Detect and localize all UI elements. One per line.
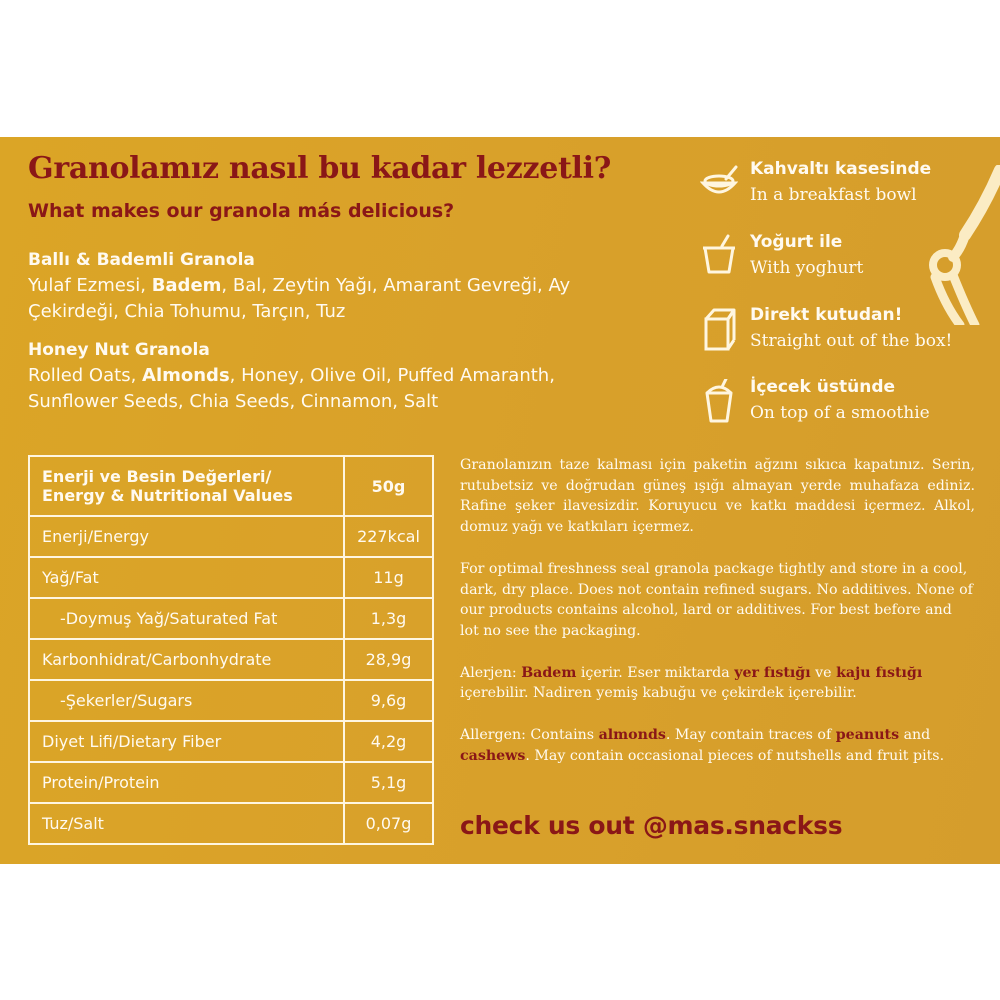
page-subtitle: What makes our granola más delicious? [28, 200, 455, 222]
note-text: Allergen: Contains [460, 727, 599, 744]
allergen-note-en [460, 725, 975, 766]
row-value: 9,6g [344, 680, 433, 721]
row-value: 4,2g [344, 721, 433, 762]
box-icon [700, 307, 738, 351]
header-line-2: Energy & Nutritional Values [42, 486, 293, 505]
hand-gesture-icon [905, 165, 1000, 325]
row-label: Tuz/Salt [29, 803, 344, 844]
row-label: Karbonhidrat/Carbonhydrate [29, 639, 344, 680]
note-text: ve [810, 664, 837, 681]
storage-allergen-notes [460, 455, 975, 787]
row-value: 11g [344, 557, 433, 598]
allergen-highlight: cashews [460, 747, 526, 764]
header-line-1: Enerji ve Besin Değerleri/ [42, 467, 272, 486]
ingredients-tr [28, 247, 570, 325]
table-row [29, 639, 433, 680]
table-header-value: 50g [344, 456, 433, 516]
row-label: Protein/Protein [29, 762, 344, 803]
table-header-label [29, 456, 344, 516]
ingredients-en-line1 [28, 363, 555, 389]
note-text: içerir. Eser miktarda [576, 664, 735, 681]
row-value: 0,07g [344, 803, 433, 844]
allergen-highlight: almonds [598, 727, 666, 744]
usage-title: Direkt kutudan! [750, 305, 903, 325]
table-row [29, 762, 433, 803]
ingredients-highlight: Almonds [142, 365, 230, 386]
note-text: içerebilir. Nadiren yemiş kabuğu ve çekirdek içerebilir. [460, 685, 857, 702]
social-handle-cta: check us out @mas.snackss [460, 811, 843, 840]
allergen-highlight: peanuts [835, 727, 900, 744]
note-text: . May contain traces of [665, 727, 836, 744]
table-row [29, 557, 433, 598]
row-label: -Şekerler/Sugars [29, 680, 344, 721]
usage-subtitle: In a breakfast bowl [750, 185, 917, 205]
page-title: Granolamız nasıl bu kadar lezzetli? [28, 151, 612, 186]
row-label: Diyet Lifi/Dietary Fiber [29, 721, 344, 762]
allergen-highlight: yer fıstığı [734, 664, 811, 681]
note-text: and [899, 727, 931, 744]
row-label: -Doymuş Yağ/Saturated Fat [29, 598, 344, 639]
ingredients-highlight: Badem [151, 275, 222, 296]
storage-note-tr: Granolanızın taze kalması için paketin ağzını sıkıca kapatınız. Serin, rutubetsiz ve doğrudan güneş ışığı almayan yerde muhafaza ediniz. Rafine şeker ilavesizdir. Koruyucu ve katkı maddesi içermez. Alkol, domuz yağı ve katkıları içermez. [460, 457, 975, 536]
note-text: . May contain occasional pieces of nutshells and fruit pits. [525, 747, 945, 764]
note-text: Alerjen: [460, 664, 522, 681]
ingredients-text: , Honey, Olive Oil, Puffed Amaranth, [229, 365, 555, 386]
yogurt-cup-icon [700, 234, 738, 278]
ingredients-tr-line1 [28, 273, 570, 299]
table-row [29, 803, 433, 844]
table-row [29, 598, 433, 639]
ingredients-text: Rolled Oats, [28, 365, 143, 386]
smoothie-icon [700, 379, 738, 423]
ingredients-text: , Bal, Zeytin Yağı, Amarant Gevreği, Ay [221, 275, 571, 296]
ingredients-tr-line2: Çekirdeği, Chia Tohumu, Tarçın, Tuz [28, 301, 346, 322]
row-value: 1,3g [344, 598, 433, 639]
row-value: 28,9g [344, 639, 433, 680]
ingredients-en [28, 337, 555, 415]
row-value: 5,1g [344, 762, 433, 803]
table-row [29, 516, 433, 557]
row-value: 227kcal [344, 516, 433, 557]
allergen-highlight: kaju fıstığı [836, 664, 923, 681]
usage-title: Kahvaltı kasesinde [750, 159, 932, 179]
bowl-icon [700, 161, 738, 205]
usage-subtitle: Straight out of the box! [750, 331, 953, 351]
ingredients-text: Yulaf Ezmesi, [28, 275, 152, 296]
ingredients-en-line2: Sunflower Seeds, Chia Seeds, Cinnamon, Salt [28, 391, 439, 412]
usage-title: Yoğurt ile [750, 232, 843, 252]
usage-subtitle: On top of a smoothie [750, 403, 930, 423]
storage-note-en: For optimal freshness seal granola package tightly and store in a cool, dark, dry place. Does not contain refined sugars. No additives. None of our products contains alcohol, lard or additives. For best before and lot no see the packaging. [460, 560, 973, 639]
granola-package-panel [0, 137, 1000, 864]
allergen-highlight: Badem [521, 664, 577, 681]
table-row [29, 680, 433, 721]
ingredients-tr-heading: Ballı & Bademli Granola [28, 250, 255, 270]
ingredients-en-heading: Honey Nut Granola [28, 340, 210, 360]
row-label: Yağ/Fat [29, 557, 344, 598]
usage-subtitle: With yoghurt [750, 258, 864, 278]
allergen-note-tr [460, 663, 975, 704]
table-header-row [29, 456, 433, 516]
row-label: Enerji/Energy [29, 516, 344, 557]
usage-title: İçecek üstünde [750, 377, 896, 397]
nutrition-table [28, 455, 434, 845]
table-row [29, 721, 433, 762]
